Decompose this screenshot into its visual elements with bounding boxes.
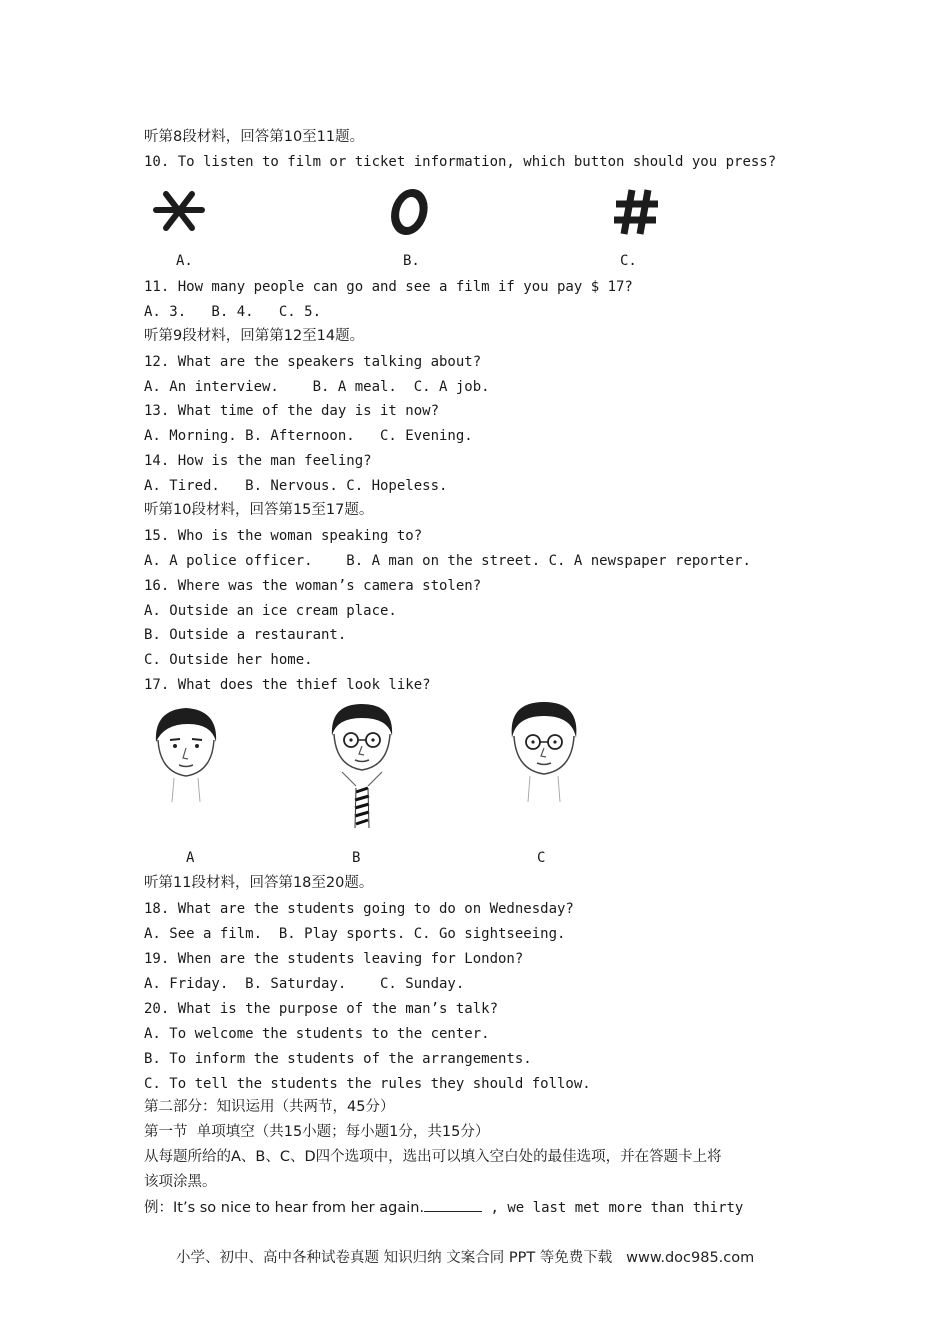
asterisk-button-icon [150, 186, 208, 236]
question-18-options: A. See a film. B. Play sports. C. Go sightseeing. [144, 926, 566, 942]
question-19-options: A. Friday. B. Saturday. C. Sunday. [144, 976, 465, 992]
question-20-option-c: C. To tell the students the rules they should follow. [144, 1076, 591, 1092]
question-13-options: A. Morning. B. Afternoon. C. Evening. [144, 428, 473, 444]
question-15: 15. Who is the woman speaking to? [144, 528, 423, 544]
section-9-heading: 听第9段材料，回第第12至14题。 [144, 328, 365, 344]
question-11-options: A. 3. B. 4. C. 5. [144, 304, 322, 320]
question-14: 14. How is the man feeling? [144, 453, 372, 469]
question-19: 19. When are the students leaving for London? [144, 951, 524, 967]
question-15-options: A. A police officer. B. A man on the street. C. A newspaper reporter. [144, 553, 751, 569]
example-text-start: 例：It’s so nice to hear from her again. [144, 1200, 425, 1216]
q10-option-c-label: C. [620, 253, 637, 269]
part-2-heading: 第二部分：知识运用（共两节，45分） [144, 1099, 395, 1115]
instruction-line-2: 该项涂黑。 [144, 1174, 217, 1190]
section-10-heading: 听第10段材料，回答第15至17题。 [144, 502, 374, 518]
question-20-option-a: A. To welcome the students to the center. [144, 1026, 490, 1042]
question-16-option-b: B. Outside a restaurant. [144, 627, 347, 643]
face-a-picture [148, 702, 226, 812]
question-16: 16. Where was the woman’s camera stolen? [144, 578, 482, 594]
example-text-end: , we last met more than thirty [482, 1200, 744, 1216]
question-20-option-b: B. To inform the students of the arrangements. [144, 1051, 532, 1067]
face-b-picture [326, 700, 398, 832]
q17-option-a-label: A [186, 850, 195, 866]
section-1-heading: 第一节 单项填空（共15小题；每小题1分，共15分） [144, 1124, 490, 1140]
section-8-heading: 听第8段材料，回答第10至11题。 [144, 129, 365, 145]
question-13: 13. What time of the day is it now? [144, 403, 440, 419]
q17-option-b-label: B [352, 850, 361, 866]
question-20: 20. What is the purpose of the man’s talk? [144, 1001, 499, 1017]
section-11-heading: 听第11段材料，回答第18至20题。 [144, 875, 374, 891]
question-16-option-a: A. Outside an ice cream place. [144, 603, 397, 619]
question-10: 10. To listen to film or ticket information, which button should you press? [144, 154, 777, 170]
face-c-picture [506, 698, 582, 810]
question-12-options: A. An interview. B. A meal. C. A job. [144, 379, 490, 395]
hash-button-icon [610, 186, 662, 238]
question-12: 12. What are the speakers talking about? [144, 354, 482, 370]
zero-button-icon [388, 186, 430, 238]
instruction-line-1: 从每题所给的A、B、C、D四个选项中，选出可以填入空白处的最佳选项，并在答题卡上将 [144, 1149, 722, 1165]
question-11: 11. How many people can go and see a film if you pay $ 17? [144, 279, 633, 295]
question-14-options: A. Tired. B. Nervous. C. Hopeless. [144, 478, 448, 494]
q10-option-b-label: B. [403, 253, 420, 269]
question-16-option-c: C. Outside her home. [144, 652, 313, 668]
example-blank [424, 1199, 482, 1212]
example-line [144, 1199, 743, 1217]
q10-option-a-label: A. [176, 253, 193, 269]
question-18: 18. What are the students going to do on Wednesday? [144, 901, 574, 917]
q17-option-c-label: C [537, 850, 546, 866]
question-17: 17. What does the thief look like? [144, 677, 431, 693]
page-footer: 小学、初中、高中各种试卷真题 知识归纳 文案合同 PPT 等免费下载 www.doc985.com [176, 1250, 755, 1266]
